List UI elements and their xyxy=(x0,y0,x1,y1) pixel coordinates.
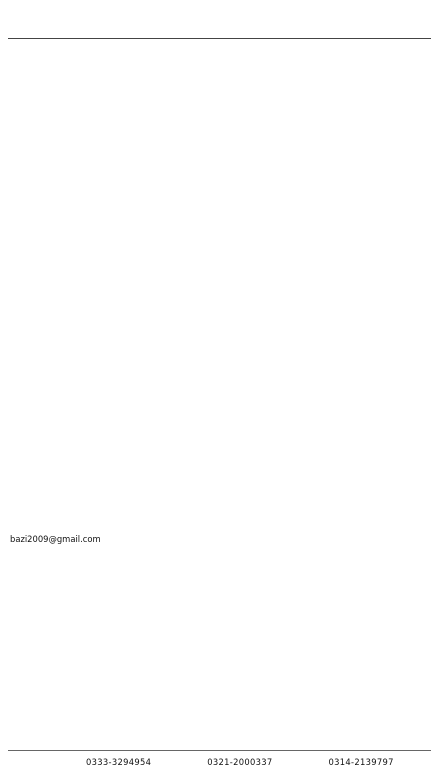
headline-divider xyxy=(8,38,431,39)
contact-footer xyxy=(8,750,431,773)
article-body xyxy=(8,44,431,739)
phone-number-3[interactable]: 0314-2139797 xyxy=(328,757,394,767)
phone-number-1[interactable]: 0333-3294954 xyxy=(86,757,152,767)
phone-list xyxy=(86,757,394,767)
phone-number-2[interactable]: 0321-2000337 xyxy=(207,757,273,767)
contact-email[interactable]: bazi2009@gmail.com xyxy=(10,533,105,545)
article-headline xyxy=(8,6,431,36)
